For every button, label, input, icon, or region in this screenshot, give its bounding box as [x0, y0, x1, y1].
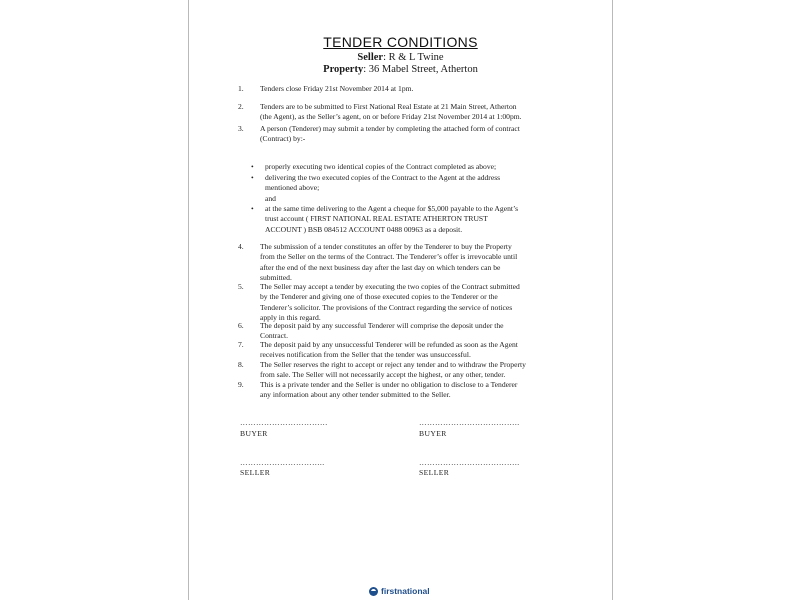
bullet-item: at the same time delivering to the Agent a cheque for $5,000 payable to the Agent’s trust account ( FIRST NATIONAL REAL ESTATE ATHERTON TRUST ACCOUNT ) BSB 084512 ACCOUNT 0488 00963 as a deposit. — [265, 204, 519, 234]
logo-text: firstnational — [381, 586, 430, 596]
list-item: The Seller reserves the right to accept or reject any tender and to withdraw the Property from sale. The Seller will not necessarily accept the highest, or any other, tender. — [260, 360, 526, 380]
seller-signature-line: ………………………….. — [240, 458, 325, 467]
item-number: 7. — [238, 340, 244, 349]
seller-line — [189, 52, 612, 63]
property-line — [189, 64, 612, 75]
list-item: The deposit paid by any unsuccessful Tenderer will be refunded as soon as the Agent receives notification from the Seller that the tender was unsuccessful. — [260, 340, 518, 360]
item-number: 8. — [238, 360, 244, 369]
firstnational-logo — [369, 585, 430, 597]
seller-value: : R & L Twine — [383, 52, 444, 63]
list-item: A person (Tenderer) may submit a tender by completing the attached form of contract (Contract) by:- — [260, 124, 520, 144]
seller-signature-line: ……………………………….. — [419, 458, 520, 467]
buyer-signature-line: …………………………… — [240, 418, 328, 427]
property-value: : 36 Mabel Street, Atherton — [363, 64, 478, 75]
property-label: Property — [323, 64, 364, 75]
item-number: 9. — [238, 380, 244, 389]
document-title: TENDER CONDITIONS — [323, 34, 478, 50]
bullet-item: delivering the two executed copies of the Contract to the Agent at the address mentioned above; — [265, 173, 501, 193]
item-number: 2. — [238, 102, 244, 111]
document-page — [188, 0, 613, 600]
bullet-and: and — [265, 194, 276, 203]
list-item: Tenders are to be submitted to First National Real Estate at 21 Main Street, Atherton (the Agent), as the Seller’s agent, on or before Friday 21st November 2014 at 1:00pm. — [260, 102, 522, 122]
list-item: Tenders close Friday 21st November 2014 at 1pm. — [260, 84, 414, 93]
seller-label: SELLER — [240, 468, 271, 477]
seller-label: SELLER — [419, 468, 450, 477]
list-item: The Seller may accept a tender by executing the two copies of the Contract submitted by the Tenderer and giving one of those executed copies to the Tenderer or the Tenderer’s solicitor. The provisions of the Contract regarding the service of notices apply in this regard. — [260, 282, 520, 322]
item-number: 5. — [238, 282, 244, 291]
list-item: The deposit paid by any successful Tenderer will comprise the deposit under the Contract. — [260, 321, 504, 341]
bullet-icon: • — [251, 173, 254, 182]
seller-label: Seller — [357, 52, 384, 63]
bullet-item: properly executing two identical copies of the Contract completed as above; — [265, 162, 497, 171]
buyer-label: BUYER — [240, 429, 268, 438]
firstnational-logo-icon — [369, 587, 378, 596]
list-item: The submission of a tender constitutes an offer by the Tenderer to buy the Property from the Seller on the terms of the Contract. The Tenderer’s offer is irrevocable until after the end of the next business day after the last day on which tenders can be submitted. — [260, 242, 518, 282]
bullet-icon: • — [251, 204, 254, 213]
item-number: 1. — [238, 84, 244, 93]
item-number: 4. — [238, 242, 244, 251]
buyer-signature-line: ……………………………….. — [419, 418, 520, 427]
item-number: 6. — [238, 321, 244, 330]
buyer-label: BUYER — [419, 429, 447, 438]
item-number: 3. — [238, 124, 244, 133]
list-item: This is a private tender and the Seller is under no obligation to disclose to a Tenderer any information about any other tender submitted to the Seller. — [260, 380, 518, 400]
bullet-icon: • — [251, 162, 254, 171]
